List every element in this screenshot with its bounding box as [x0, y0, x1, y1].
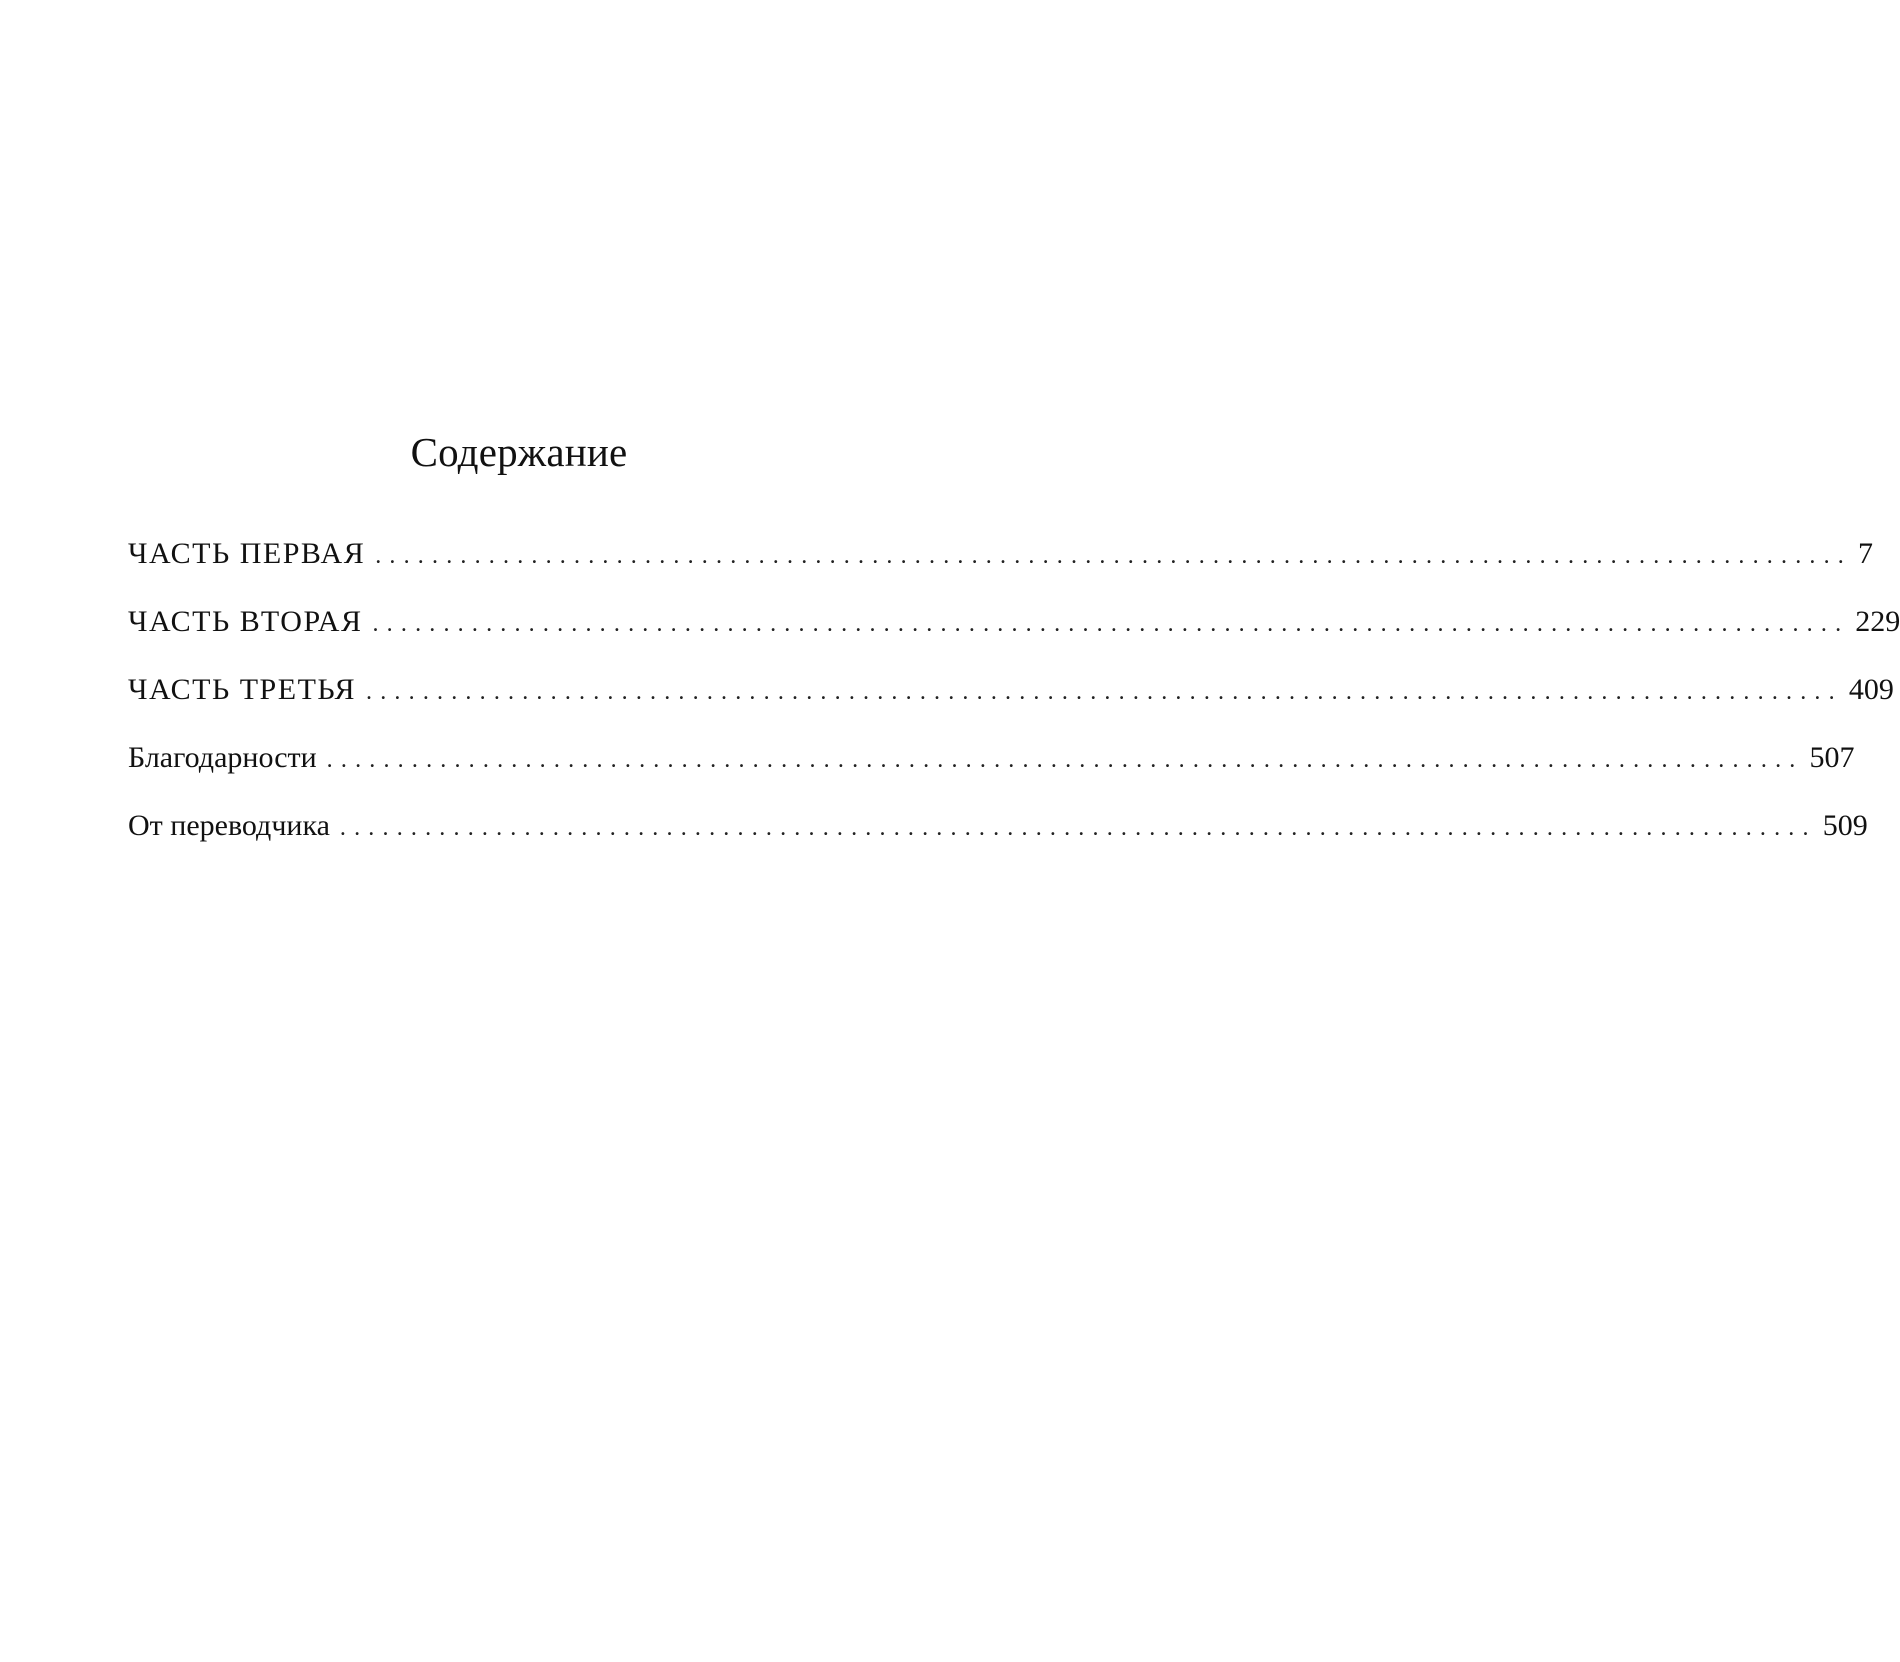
toc-entry-part-three — [128, 673, 1894, 741]
toc-entry-label: ЧАСТЬ ВТОРАЯ — [128, 605, 363, 638]
toc-entry-page-number: 409 — [1848, 673, 1894, 706]
toc-entry-label: ЧАСТЬ ПЕРВАЯ — [128, 537, 366, 570]
toc-title: Содержание — [410, 429, 628, 475]
toc-entry-page-number: 507 — [1809, 741, 1855, 774]
dot-leader: ........................................................................................................ — [326, 747, 1804, 773]
toc-entry-label: От переводчика — [128, 809, 330, 842]
dot-leader: ........................................................................................................ — [375, 543, 1853, 569]
toc-entry-label: Благодарности — [128, 741, 317, 774]
toc-entry-page-number: 7 — [1858, 537, 1874, 570]
toc-entry-page-number: 509 — [1822, 809, 1868, 842]
dot-leader: ........................................................................................................ — [366, 679, 1843, 705]
toc-entry-acknowledgements — [128, 741, 1855, 809]
toc-entry-page-number: 229 — [1855, 605, 1900, 638]
dot-leader: ........................................................................................................ — [372, 611, 1850, 637]
toc-entry-part-two — [128, 605, 1900, 673]
dot-leader: ........................................................................................................ — [339, 815, 1817, 841]
toc-entry-part-one — [128, 537, 1874, 605]
toc-entry-translator-note — [128, 809, 1868, 877]
table-of-contents — [128, 537, 1900, 877]
toc-entry-label: ЧАСТЬ ТРЕТЬЯ — [128, 673, 357, 706]
